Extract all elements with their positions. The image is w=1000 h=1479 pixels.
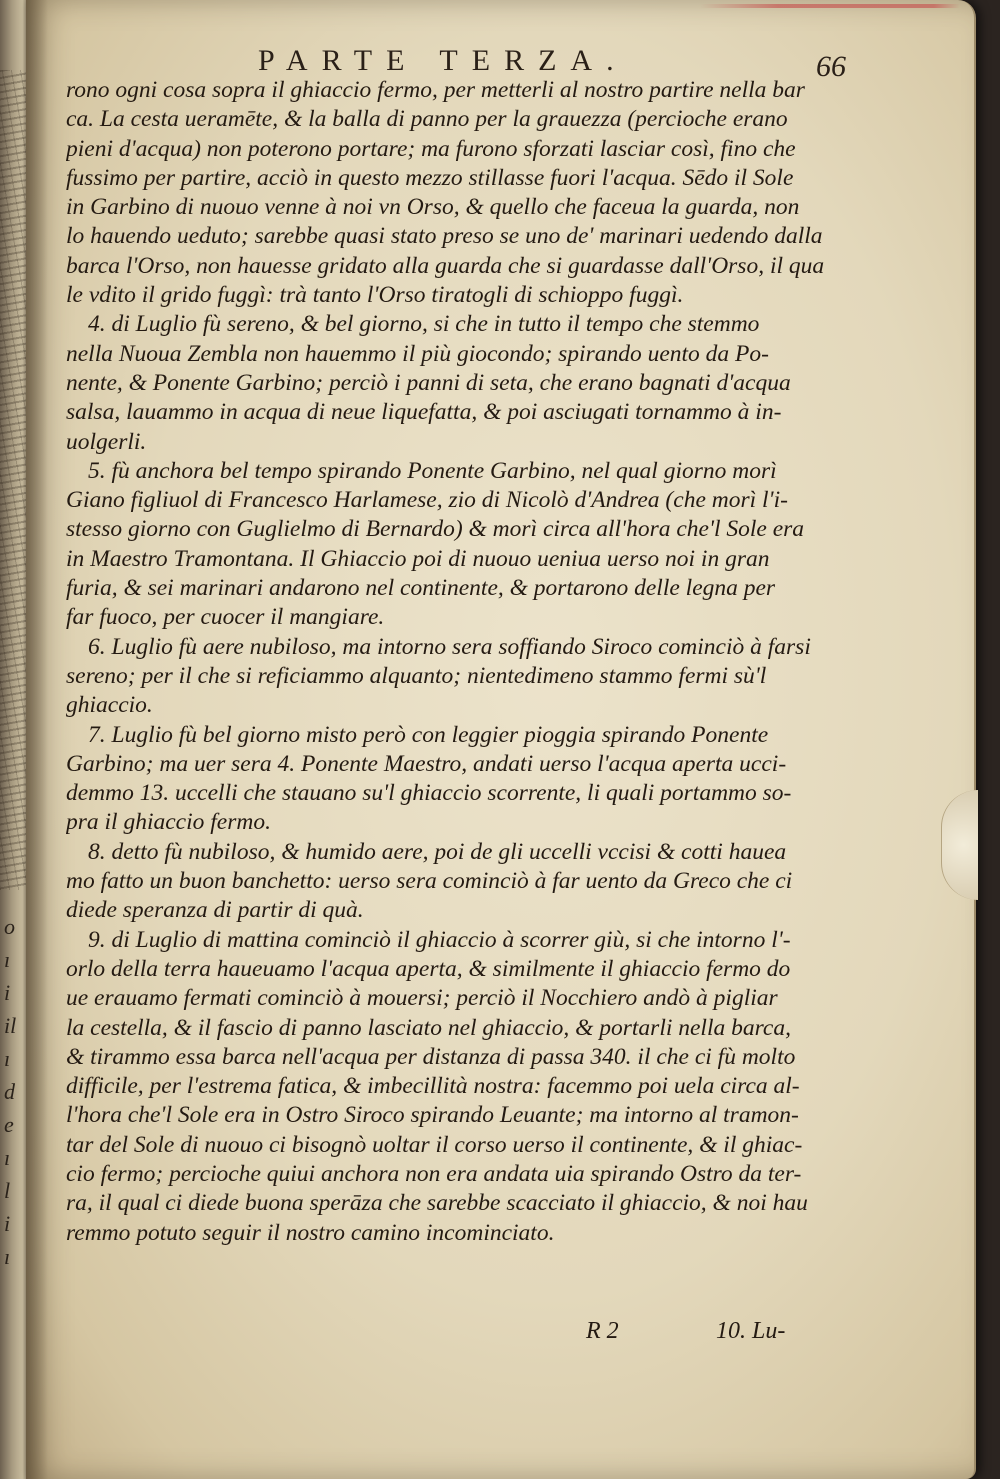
text-line: orlo della terra haueuamo l'acqua aperta, & similmente il ghiaccio fermo do: [66, 955, 791, 982]
paragraph-start: 5. fù anchora bel tempo spirando Ponente Garbino, nel qual giorno morì: [88, 457, 777, 484]
catchword: 10. Lu-: [716, 1318, 786, 1344]
text-line: tar del Sole di nuouo ci bisognò uoltar il corso uerso il continente, & il ghiac-: [66, 1131, 803, 1158]
text-line: Giano figliuol di Francesco Harlamese, zio di Nicolò d'Andrea (che morì l'i-: [66, 487, 788, 514]
text-line: Garbino; ma uer sera 4. Ponente Maestro, andati uerso l'acqua aperta ucci-: [66, 750, 787, 777]
facing-letter: l: [4, 1178, 11, 1203]
page-number: 66: [816, 50, 846, 83]
text-line: remmo potuto seguir il nostro camino incominciato.: [66, 1219, 555, 1246]
text-line: furia, & sei marinari andarono nel continente, & portarono delle legna per: [66, 575, 776, 602]
text-line: barca l'Orso, non hauesse gridato alla guarda che si guardasse dall'Orso, il qua: [66, 252, 825, 279]
text-line: sereno; per il che si reficiammo alquanto; nientedimeno stammo fermi sù'l: [66, 662, 767, 689]
text-line: rono ogni cosa sopra il ghiaccio fermo, per metterli al nostro partire nella bar: [66, 77, 805, 103]
red-page-edge: [700, 4, 960, 8]
facing-letter: il: [4, 1013, 17, 1038]
book-page: [26, 0, 976, 1479]
page-footer: [26, 1318, 974, 1352]
facing-letter: o: [4, 914, 15, 939]
text-line: ghiaccio.: [66, 692, 153, 719]
text-line: far fuoco, per cuocer il mangiare.: [66, 604, 385, 631]
text-line: ue erauamo fermati cominciò à mouersi; perciò il Nocchiero andò à pigliar: [66, 985, 778, 1012]
running-head: PARTE TERZA.: [258, 44, 628, 77]
facing-letter: i: [4, 1211, 11, 1236]
text-line: uolgerli.: [66, 428, 147, 455]
text-line: mo fatto un buon banchetto: uerso sera cominciò à far uento da Greco che ci: [66, 868, 793, 895]
facing-letter: d: [4, 1079, 15, 1104]
text-line: l'hora che'l Sole era in Ostro Siroco spirando Leuante; ma intorno al tramon-: [66, 1102, 799, 1129]
text-line: ra, il qual ci diede buona sperāza che sarebbe scacciato il ghiaccio, & noi hau: [66, 1190, 808, 1217]
text-line: stesso giorno con Guglielmo di Bernardo) & morì circa all'hora che'l Sole era: [66, 516, 805, 543]
paragraph-start: 4. di Luglio fù sereno, & bel giorno, si che in tutto il tempo che stemmo: [88, 311, 760, 338]
facing-letter: ı: [4, 947, 11, 972]
paragraph-start: 9. di Luglio di mattina cominciò il ghiaccio à scorrer giù, si che intorno l'-: [88, 926, 791, 953]
paragraph-start: 7. Luglio fù bel giorno misto però con leggier pioggia spirando Ponente: [88, 721, 769, 748]
text-line: la cestella, & il fascio di panno lasciato nel ghiaccio, & portarli nella barca,: [66, 1014, 791, 1041]
text-line: & tirammo essa barca nell'acqua per distanza di passa 340. il che ci fù molto: [66, 1043, 796, 1070]
facing-letter: e: [4, 1112, 14, 1137]
facing-letter: ı: [4, 1046, 11, 1071]
body-text: [66, 76, 926, 1248]
text-line: lo hauendo ueduto; sarebbe quasi stato preso se uno de' marinari uedendo dalla: [66, 223, 823, 250]
facing-letter: ı: [4, 1244, 11, 1269]
text-line: ca. La cesta ueramēte, & la balla di panno per la grauezza (percioche erano: [66, 106, 788, 133]
text-line: diede speranza di partir di quà.: [66, 897, 364, 924]
text-line: pra il ghiaccio fermo.: [66, 809, 271, 836]
facing-page-engraving: [0, 70, 26, 890]
paragraph-start: 6. Luglio fù aere nubiloso, ma intorno sera soffiando Siroco cominciò à farsi: [88, 633, 811, 660]
text-line: fussimo per partire, acciò in questo mezzo stillasse fuori l'acqua. Sēdo il Sole: [66, 164, 794, 191]
paragraph-start: 8. detto fù nubiloso, & humido aere, poi de gli uccelli vccisi & cotti hauea: [88, 838, 787, 865]
page-corner-tab: [941, 790, 978, 900]
text-line: pieni d'acqua) non poterono portare; ma furono sforzati lasciar così, fino che: [66, 135, 796, 162]
text-line: in Garbino di nuouo venne à noi vn Orso, & quello che faceua la guarda, non: [66, 194, 800, 221]
gutter-shadow: [26, 0, 48, 1479]
text-line: salsa, lauammo in acqua di neue liquefatta, & poi asciugati tornammo à in-: [66, 399, 782, 426]
text-line: le vdito il grido fuggì: trà tanto l'Orso tiratogli di schioppo fuggì.: [66, 282, 684, 309]
text-line: demmo 13. uccelli che stauano su'l ghiaccio scorrente, li quali portammo so-: [66, 780, 792, 807]
text-line: difficile, per l'estrema fatica, & imbecillità nostra: facemmo poi uela circa al-: [66, 1073, 800, 1100]
signature-mark: R 2: [586, 1318, 619, 1344]
text-line: in Maestro Tramontana. Il Ghiaccio poi di nuouo ueniua uerso noi in gran: [66, 545, 770, 572]
text-line: cio fermo; percioche quiui anchora non era andata uia spirando Ostro da ter-: [66, 1160, 802, 1187]
text-line: nente, & Ponente Garbino; perciò i panni di seta, che erano bagnati d'acqua: [66, 369, 791, 396]
facing-page-margin-text: [4, 910, 26, 1273]
facing-letter: ı: [4, 1145, 11, 1170]
facing-letter: i: [4, 980, 11, 1005]
text-line: nella Nuoua Zembla non hauemmo il più giocondo; spirando uento da Po-: [66, 340, 769, 367]
